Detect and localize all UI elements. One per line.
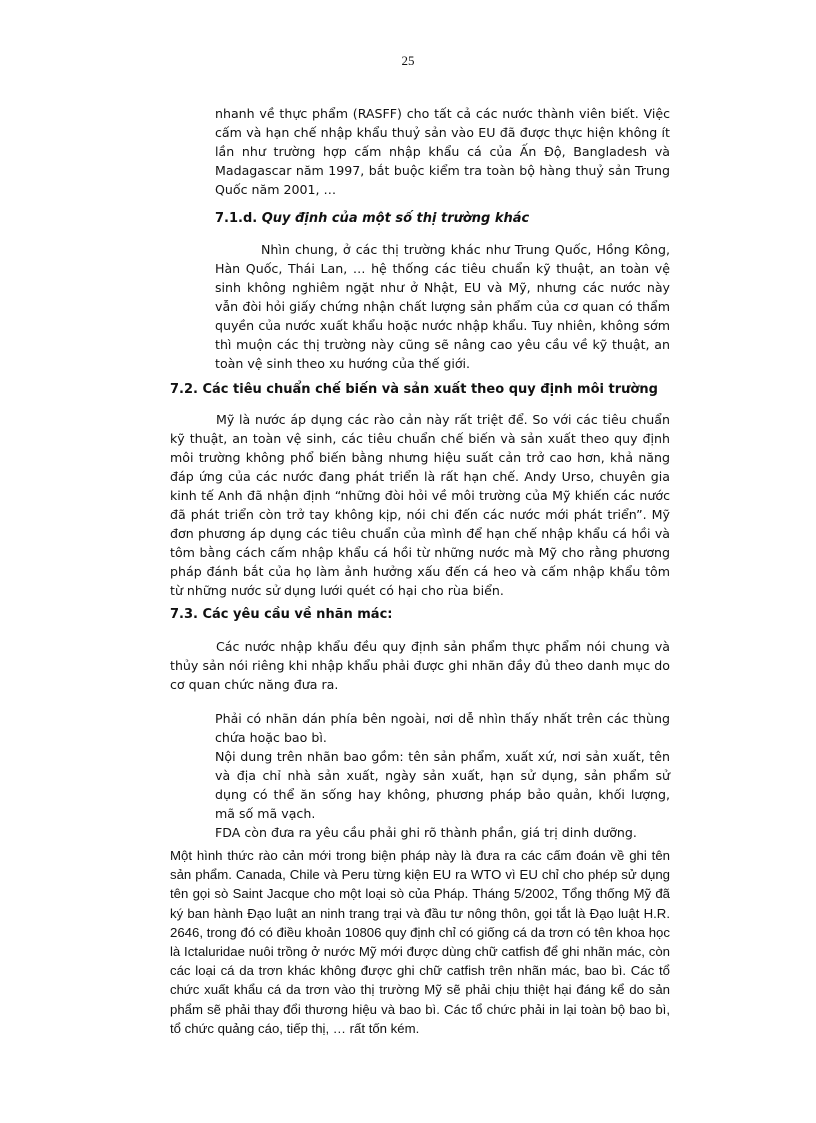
section-7-1-d-number: 7.1.d. <box>215 211 258 226</box>
closing-paragraph: Một hình thức rào cản mới trong biện pháp này là đưa ra các cấm đoán về ghi tên sản phẩm. Canada, Chile và Peru từng kiện EU ra WTO vì EU chỉ cho phép sử dụng tên gọi sò Saint Jacque cho một loại sò của Pháp. Tháng 5/2002, Tổng thống Mỹ đã ký ban hành Đạo luật an ninh trang trại và đầu tư nông thôn, gọi tắt là Đạo luật H.R. 2646, trong đó có điều khoản 10806 quy định chỉ có giống cá da trơn có tên khoa học là Ictaluridae nuôi trồng ở nước Mỹ mới được dùng chữ catfish để ghi nhãn mác, còn các loại cá da trơn khác không được ghi chữ catfish trên nhãn mác, bao bì. Các tổ chức xuất khẩu cá da trơn vào thị trường Mỹ sẽ phải chịu thiệt hại đáng kể do sản phẩm sẽ phải thay đổi thương hiệu và bao bì. Các tổ chức phải in lại toàn bộ bao bì, tổ chức quảng cáo, tiếp thị, … rất tốn kém. <box>170 848 670 1036</box>
section-7-1-d-heading <box>215 209 675 228</box>
page-number: 25 <box>401 53 415 68</box>
requirement-item: Phải có nhãn dán phía bên ngoài, nơi dễ nhìn thấy nhất trên các thùng chứa hoặc bao bì. <box>215 711 670 745</box>
section-7-2-paragraph: Mỹ là nước áp dụng các rào cản này rất triệt để. So với các tiêu chuẩn kỹ thuật, an toàn vệ sinh, các tiêu chuẩn chế biến và sản xuất theo quy định môi trường không phổ biến bằng nhưng hiệu suất cản trở cao hơn, khả năng đáp ứng của các nước đang phát triển là rất hạn chế. Andy Urso, chuyên gia kinh tế Anh đã nhận định “những đòi hỏi về môi trường của Mỹ khiến các nước đã phát triển còn trở tay không kịp, nói chi đến các nước mới phát triển”. Mỹ đơn phương áp dụng các tiêu chuẩn của mình để hạn chế nhập khẩu cá hồi và tôm bằng cách cấm nhập khẩu cá hồi từ những nước mà Mỹ cho rằng phương pháp đánh bắt của họ làm ảnh hưởng xấu đến cá heo và cấm nhập khẩu tôm từ những nước sử dụng lưới quét có hại cho rùa biển. <box>170 412 670 598</box>
section-7-2-heading: 7.2. Các tiêu chuẩn chế biến và sản xuất theo quy định môi trường <box>170 382 658 397</box>
section-7-3-heading: 7.3. Các yêu cầu về nhãn mác: <box>170 607 393 622</box>
requirement-item: FDA còn đưa ra yêu cầu phải ghi rõ thành phần, giá trị dinh dưỡng. <box>215 825 637 840</box>
section-7-1-d-paragraph: Nhìn chung, ở các thị trường khác như Trung Quốc, Hồng Kông, Hàn Quốc, Thái Lan, … hệ thống các tiêu chuẩn kỹ thuật, an toàn vệ sinh không nghiêm ngặt như ở Nhật, EU và Mỹ, nhưng các nước này vẫn đòi hỏi giấy chứng nhận chất lượng sản phẩm của cơ quan có thẩm quyền của nước xuất khẩu hoặc nước nhập khẩu. Tuy nhiên, không sớm thì muộn các thị trường này cũng sẽ nâng cao yêu cầu về kỹ thuật, an toàn vệ sinh theo xu hướng của thế giới. <box>215 242 670 371</box>
intro-paragraph: nhanh về thực phẩm (RASFF) cho tất cả các nước thành viên biết. Việc cấm và hạn chế nhập khẩu thuỷ sản vào EU đã được thực hiện không ít lần như trường hợp cấm nhập khẩu cá của Ấn Độ, Bangladesh và Madagascar năm 1997, bắt buộc kiểm tra toàn bộ hàng thuỷ sản Trung Quốc năm 2001, … <box>215 106 670 197</box>
section-7-3-paragraph: Các nước nhập khẩu đều quy định sản phẩm thực phẩm nói chung và thủy sản nói riêng khi nhập khẩu phải được ghi nhãn đầy đủ theo danh mục do cơ quan chức năng đưa ra. <box>170 639 670 692</box>
requirement-item: Nội dung trên nhãn bao gồm: tên sản phẩm, xuất xứ, nơi sản xuất, tên và địa chỉ nhà sản xuất, ngày sản xuất, hạn sử dụng, sản phẩm sử dụng có thể ăn sống hay không, phương pháp bảo quản, khối lượng, mã số mã vạch. <box>215 749 670 821</box>
section-7-1-d-title: Quy định của một số thị trường khác <box>261 211 530 226</box>
requirements-list <box>215 709 670 842</box>
